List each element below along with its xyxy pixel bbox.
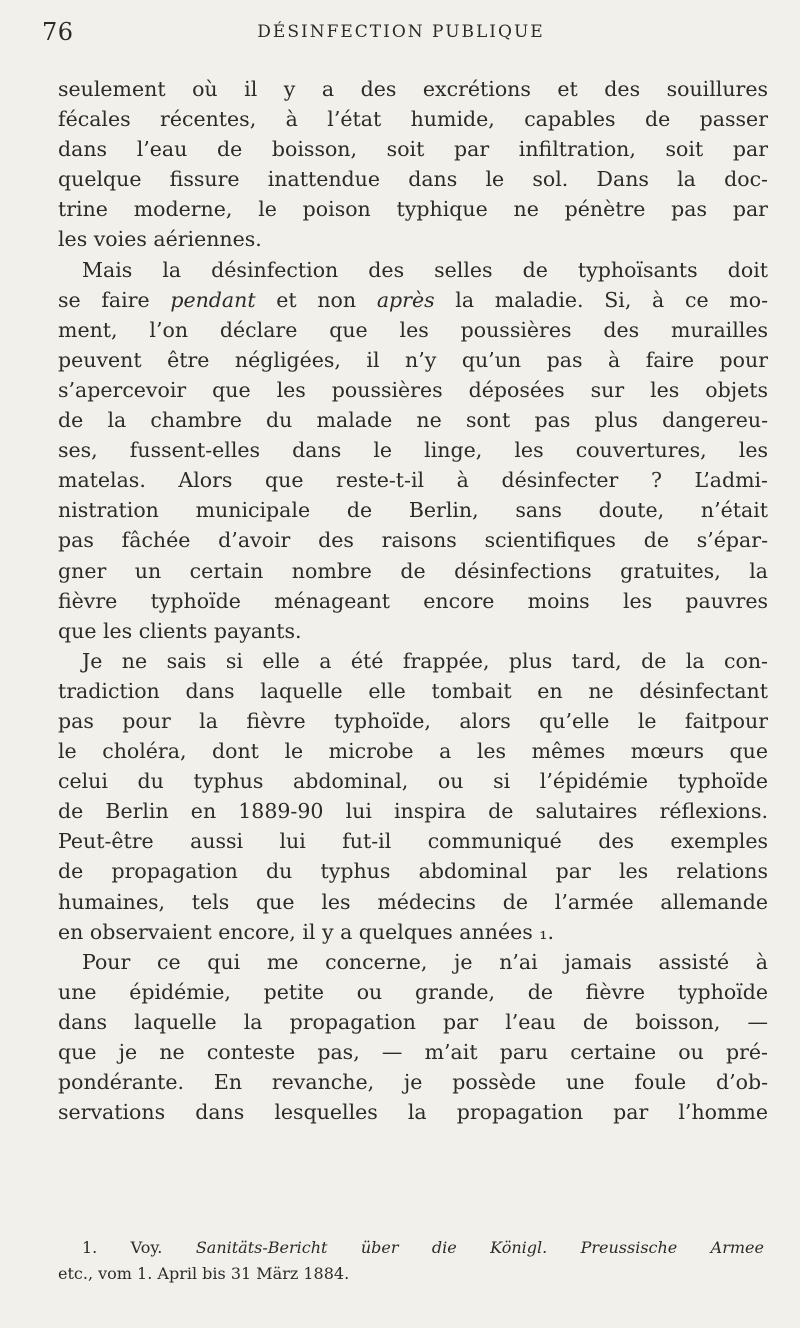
text-line: gner un certain nombre de désinfections gratuites, la xyxy=(58,558,768,583)
text-line: s’apercevoir que les poussières déposées sur les objets xyxy=(58,377,768,402)
text-line: Pour ce qui me concerne, je n’ai jamais assisté à xyxy=(82,949,768,974)
text-line: celui du typhus abdominal, ou si l’épidémie typhoïde xyxy=(58,769,768,794)
body-text xyxy=(58,74,768,1127)
text-line: fécales récentes, à l’état humide, capables de passer xyxy=(58,107,768,132)
text-line: en observaient encore, il y a quelques années ₁. xyxy=(58,919,554,944)
footnote-source-title: Sanitäts-Bericht über die Königl. Preussische Armee xyxy=(195,1238,764,1257)
text-line: dans laquelle la propagation par l’eau de boisson, — xyxy=(58,1009,768,1034)
text-line: que je ne conteste pas, — m’ait paru certaine ou pré- xyxy=(58,1040,768,1064)
text-line: humaines, tels que les médecins de l’armée allemande xyxy=(58,889,768,914)
text-line: nistration municipale de Berlin, sans doute, n’était xyxy=(58,498,768,523)
footnote-line xyxy=(58,1235,764,1261)
text-line: de propagation du typhus abdominal par les relations xyxy=(58,859,768,884)
footnotes xyxy=(58,1235,764,1287)
text-line: dans l’eau de boisson, soit par infiltration, soit par xyxy=(58,137,768,162)
text-line: quelque fissure inattendue dans le sol. Dans la doc- xyxy=(58,167,768,192)
page-number: 76 xyxy=(42,18,74,46)
text-line: pas fâchée d’avoir des raisons scientifiques de s’épar- xyxy=(58,528,768,553)
footnote-line: etc., vom 1. April bis 31 März 1884. xyxy=(58,1264,350,1283)
italic-term-apres: après xyxy=(376,287,435,312)
running-title: DÉSINFECTION PUBLIQUE xyxy=(257,22,545,42)
text-line: de la chambre du malade ne sont pas plus dangereu- xyxy=(58,408,768,433)
text-line: tradiction dans laquelle elle tombait en ne désinfectant xyxy=(58,678,768,703)
text-line: une épidémie, petite ou grande, de fièvre typhoïde xyxy=(58,979,768,1004)
text-line: matelas. Alors que reste-t-il à désinfecter ? L’admi- xyxy=(58,468,768,493)
text-line: ment, l’on déclare que les poussières des murailles xyxy=(58,317,768,342)
text-line: pondérante. En revanche, je possède une foule d’ob- xyxy=(58,1070,768,1095)
text-fragment: la maladie. Si, à ce mo- xyxy=(434,287,768,312)
text-line: Je ne sais si elle a été frappée, plus tard, de la con- xyxy=(82,648,768,673)
footnote-ref: 1. Voy. xyxy=(82,1238,196,1257)
italic-term-pendant: pendant xyxy=(170,287,256,312)
text-line: peuvent être négligées, il n’y qu’un pas à faire pour xyxy=(58,347,768,372)
text-line: seulement où il y a des excrétions et des souillures xyxy=(58,77,768,101)
text-line: trine moderne, le poison typhique ne pénètre pas par xyxy=(58,197,768,222)
page-header xyxy=(42,14,760,54)
text-line-with-italics xyxy=(58,285,768,315)
text-line: de Berlin en 1889-90 lui inspira de salutaires réflexions. xyxy=(58,799,768,824)
text-line: Mais la désinfection des selles de typhoïsants doit xyxy=(82,257,768,282)
text-line: servations dans lesquelles la propagation par l’homme xyxy=(58,1100,768,1125)
text-line: ses, fussent-elles dans le linge, les couvertures, les xyxy=(58,438,768,463)
text-line: que les clients payants. xyxy=(58,618,302,643)
text-line: le choléra, dont le microbe a les mêmes mœurs que xyxy=(58,739,768,764)
text-line: les voies aériennes. xyxy=(58,227,262,252)
text-line: fièvre typhoïde ménageant encore moins les pauvres xyxy=(58,588,768,613)
text-fragment: et non xyxy=(255,287,377,312)
text-line: Peut-être aussi lui fut-il communiqué des exemples xyxy=(58,829,768,854)
text-fragment: se faire xyxy=(58,287,171,312)
text-line: pas pour la fièvre typhoïde, alors qu’elle le faitpour xyxy=(58,708,768,733)
